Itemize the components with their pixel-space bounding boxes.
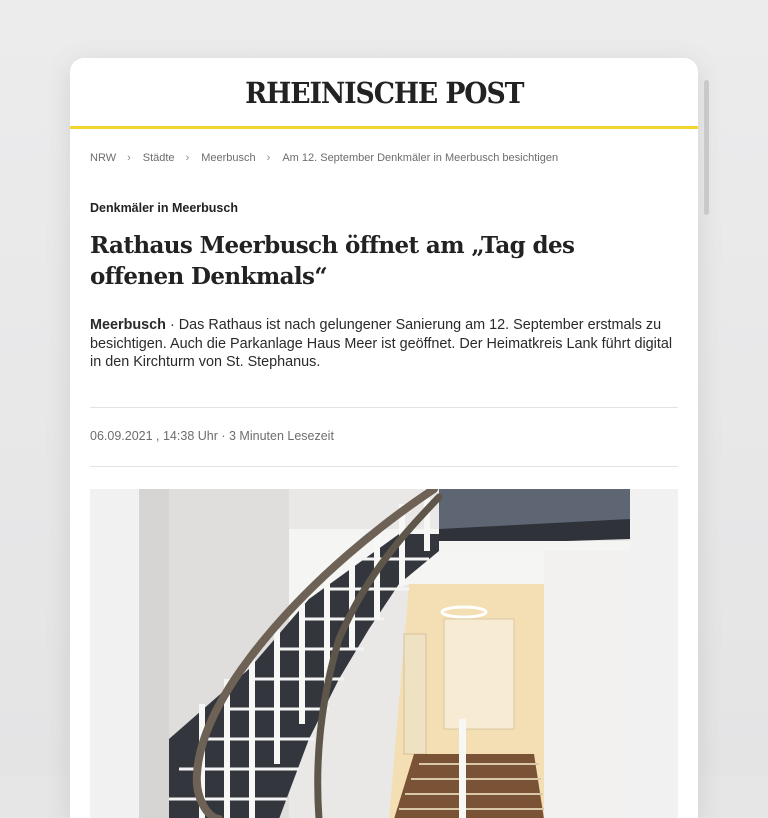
- breadcrumb-separator-icon: ›: [127, 152, 131, 164]
- lead-separator: ·: [165, 317, 179, 333]
- meta-time: 14:38 Uhr: [162, 429, 218, 443]
- article-card: [70, 58, 698, 818]
- divider-bottom: [90, 466, 678, 467]
- article-headline: Rathaus Meerbusch öffnet am „Tag des offenen Denkmals“: [90, 232, 575, 290]
- breadcrumb-item-current: Am 12. September Denkmäler in Meerbusch besichtigen: [282, 152, 559, 164]
- breadcrumb: [90, 152, 558, 164]
- scrollbar[interactable]: [704, 80, 709, 215]
- lead-text: Das Rathaus ist nach gelungener Sanierung am 12. September erstmals zu besichtigen. Auch die Parkanlage Haus Meer ist geöffnet. Der Heimatkreis Lank führt digital in den Kirchturm von St. Stephanus.: [90, 317, 673, 370]
- article-kicker: Denkmäler in Meerbusch: [90, 201, 238, 215]
- breadcrumb-item-staedte[interactable]: Städte: [142, 152, 175, 164]
- article-figure: [90, 489, 678, 818]
- site-logo[interactable]: RHEINISCHE POST: [244, 76, 524, 110]
- breadcrumb-item-nrw[interactable]: NRW: [90, 152, 117, 164]
- breadcrumb-separator-icon: ›: [185, 152, 190, 164]
- divider-top: [90, 407, 678, 408]
- meta-reading-time: 3 Minuten Lesezeit: [229, 429, 334, 443]
- staircase-photo-icon[interactable]: [139, 489, 630, 818]
- lead-location: Meerbusch: [90, 317, 166, 333]
- meta-date: 06.09.2021: [90, 429, 153, 443]
- breadcrumb-separator-icon: ›: [266, 152, 271, 164]
- masthead: [70, 58, 698, 129]
- breadcrumb-item-meerbusch[interactable]: Meerbusch: [201, 152, 256, 164]
- article-meta: 06.09.2021 , 14:38 Uhr · 3 Minuten Lesezeit: [90, 429, 334, 443]
- article-lead: [90, 316, 680, 372]
